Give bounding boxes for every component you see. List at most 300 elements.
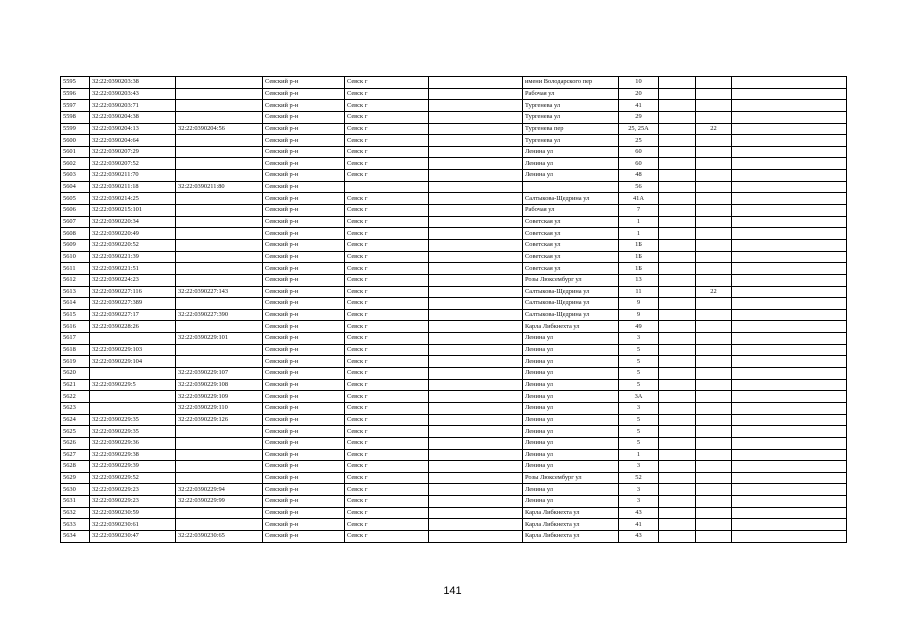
city-cell: Севск г [345,111,429,123]
flat-cell [696,356,732,368]
street-cell: Рабочая ул [523,205,619,217]
flat-cell [696,100,732,112]
blank-tail-cell [732,123,847,135]
street-cell: Ленина ул [523,437,619,449]
city-cell: Севск г [345,135,429,147]
blank-cell [429,88,523,100]
district-cell: Севский р-н [263,472,345,484]
blank-tail-cell [732,181,847,193]
cadastral-number-cell: 32:22:0390230:59 [90,507,176,519]
blank-cell [429,519,523,531]
cadastral-number-cell: 32:22:0390204:64 [90,135,176,147]
street-cell: Ленина ул [523,356,619,368]
city-cell: Севск г [345,309,429,321]
extra-cell [659,263,696,275]
extra-cell [659,321,696,333]
district-cell: Севский р-н [263,484,345,496]
table-row [61,286,847,298]
street-cell: Советская ул [523,216,619,228]
cadastral-number-cell: 32:22:0390207:29 [90,146,176,158]
flat-cell [696,414,732,426]
registry-table [60,76,847,543]
blank-tail-cell [732,228,847,240]
table-row [61,402,847,414]
house-number-cell: 10 [619,77,659,89]
flat-cell [696,368,732,380]
city-cell: Севск г [345,298,429,310]
row-number-cell: 5632 [61,507,90,519]
house-number-cell: 48 [619,170,659,182]
street-cell: Ленина ул [523,484,619,496]
blank-tail-cell [732,368,847,380]
flat-cell [696,472,732,484]
linked-cadastral-cell: 32:22:0390229:109 [176,391,263,403]
table-row [61,519,847,531]
cadastral-number-cell: 32:22:0390220:49 [90,228,176,240]
row-number-cell: 5610 [61,251,90,263]
district-cell: Севский р-н [263,88,345,100]
flat-cell [696,449,732,461]
extra-cell [659,309,696,321]
street-cell: Розы Люксембург ул [523,472,619,484]
flat-cell [696,193,732,205]
street-cell: Ленина ул [523,496,619,508]
extra-cell [659,368,696,380]
blank-tail-cell [732,193,847,205]
district-cell: Севский р-н [263,437,345,449]
blank-cell [429,414,523,426]
extra-cell [659,181,696,193]
cadastral-number-cell: 32:22:0390229:38 [90,449,176,461]
row-number-cell: 5617 [61,333,90,345]
city-cell: Севск г [345,239,429,251]
house-number-cell: 43 [619,530,659,542]
table-row [61,135,847,147]
linked-cadastral-cell [176,263,263,275]
city-cell: Севск г [345,216,429,228]
blank-tail-cell [732,111,847,123]
extra-cell [659,193,696,205]
row-number-cell: 5602 [61,158,90,170]
row-number-cell: 5607 [61,216,90,228]
house-number-cell: 9 [619,309,659,321]
blank-tail-cell [732,263,847,275]
row-number-cell: 5614 [61,298,90,310]
row-number-cell: 5604 [61,181,90,193]
street-cell: Карла Либкнехта ул [523,507,619,519]
street-cell: Ленина ул [523,170,619,182]
cadastral-number-cell: 32:22:0390227:116 [90,286,176,298]
street-cell: Ленина ул [523,333,619,345]
linked-cadastral-cell [176,507,263,519]
street-cell: Ленина ул [523,344,619,356]
district-cell: Севский р-н [263,530,345,542]
cadastral-number-cell: 32:22:0390207:52 [90,158,176,170]
house-number-cell: 60 [619,146,659,158]
linked-cadastral-cell: 32:22:0390230:65 [176,530,263,542]
house-number-cell: 25 [619,135,659,147]
blank-tail-cell [732,239,847,251]
blank-cell [429,391,523,403]
city-cell: Севск г [345,414,429,426]
blank-tail-cell [732,135,847,147]
district-cell: Севский р-н [263,111,345,123]
house-number-cell: 1 [619,216,659,228]
city-cell: Севск г [345,402,429,414]
flat-cell [696,239,732,251]
cadastral-number-cell: 32:22:0390229:52 [90,472,176,484]
street-cell: имени Володарского пер [523,77,619,89]
table-row [61,426,847,438]
street-cell: Тургенева ул [523,100,619,112]
cadastral-number-cell: 32:22:0390229:35 [90,414,176,426]
blank-tail-cell [732,344,847,356]
table-row [61,344,847,356]
cadastral-number-cell: 32:22:0390214:25 [90,193,176,205]
city-cell: Севск г [345,321,429,333]
house-number-cell: 43 [619,507,659,519]
house-number-cell: 11 [619,286,659,298]
blank-tail-cell [732,251,847,263]
flat-cell [696,181,732,193]
city-cell: Севск г [345,274,429,286]
linked-cadastral-cell [176,216,263,228]
blank-cell [429,239,523,251]
blank-tail-cell [732,530,847,542]
flat-cell [696,321,732,333]
district-cell: Севский р-н [263,205,345,217]
flat-cell: 22 [696,286,732,298]
blank-tail-cell [732,414,847,426]
extra-cell [659,298,696,310]
blank-cell [429,216,523,228]
row-number-cell: 5603 [61,170,90,182]
city-cell: Севск г [345,158,429,170]
table-row [61,170,847,182]
extra-cell [659,391,696,403]
extra-cell [659,472,696,484]
row-number-cell: 5616 [61,321,90,333]
blank-cell [429,286,523,298]
row-number-cell: 5595 [61,77,90,89]
blank-tail-cell [732,100,847,112]
district-cell: Севский р-н [263,158,345,170]
cadastral-number-cell: 32:22:0390211:18 [90,181,176,193]
street-cell: Карла Либкнехта ул [523,530,619,542]
cadastral-number-cell: 32:22:0390220:34 [90,216,176,228]
linked-cadastral-cell [176,356,263,368]
blank-tail-cell [732,158,847,170]
blank-cell [429,309,523,321]
extra-cell [659,461,696,473]
extra-cell [659,379,696,391]
flat-cell [696,158,732,170]
house-number-cell: 1 [619,449,659,461]
district-cell: Севский р-н [263,286,345,298]
blank-cell [429,228,523,240]
cadastral-number-cell: 32:22:0390229:36 [90,437,176,449]
city-cell: Севск г [345,530,429,542]
row-number-cell: 5596 [61,88,90,100]
city-cell: Севск г [345,426,429,438]
linked-cadastral-cell: 32:22:0390227:143 [176,286,263,298]
blank-tail-cell [732,426,847,438]
linked-cadastral-cell [176,239,263,251]
extra-cell [659,414,696,426]
district-cell: Севский р-н [263,344,345,356]
extra-cell [659,449,696,461]
street-cell: Тургенева ул [523,135,619,147]
city-cell: Севск г [345,77,429,89]
extra-cell [659,77,696,89]
extra-cell [659,100,696,112]
house-number-cell: 7 [619,205,659,217]
table-row [61,507,847,519]
district-cell: Севский р-н [263,146,345,158]
extra-cell [659,170,696,182]
street-cell: Ленина ул [523,158,619,170]
district-cell: Севский р-н [263,368,345,380]
table-row [61,368,847,380]
city-cell: Севск г [345,437,429,449]
flat-cell [696,379,732,391]
blank-tail-cell [732,77,847,89]
blank-tail-cell [732,507,847,519]
house-number-cell: 3 [619,333,659,345]
row-number-cell: 5628 [61,461,90,473]
blank-cell [429,530,523,542]
row-number-cell: 5613 [61,286,90,298]
row-number-cell: 5597 [61,100,90,112]
blank-cell [429,496,523,508]
flat-cell [696,309,732,321]
linked-cadastral-cell: 32:22:0390229:99 [176,496,263,508]
blank-tail-cell [732,170,847,182]
city-cell: Севск г [345,263,429,275]
city-cell: Севск г [345,461,429,473]
street-cell: Ленина ул [523,368,619,380]
table-row [61,100,847,112]
blank-cell [429,298,523,310]
blank-tail-cell [732,216,847,228]
house-number-cell: 41 [619,519,659,531]
table-row [61,437,847,449]
district-cell: Севский р-н [263,402,345,414]
house-number-cell: 5 [619,368,659,380]
blank-cell [429,344,523,356]
city-cell: Севск г [345,100,429,112]
house-number-cell: 1Б [619,251,659,263]
district-cell: Севский р-н [263,321,345,333]
blank-tail-cell [732,437,847,449]
house-number-cell: 1 [619,228,659,240]
row-number-cell: 5599 [61,123,90,135]
row-number-cell: 5605 [61,193,90,205]
table-row [61,414,847,426]
flat-cell [696,274,732,286]
cadastral-number-cell: 32:22:0390230:47 [90,530,176,542]
cadastral-number-cell: 32:22:0390230:61 [90,519,176,531]
street-cell: Ленина ул [523,402,619,414]
table-row [61,123,847,135]
city-cell: Севск г [345,333,429,345]
extra-cell [659,484,696,496]
row-number-cell: 5620 [61,368,90,380]
cadastral-number-cell: 32:22:0390229:23 [90,496,176,508]
extra-cell [659,228,696,240]
district-cell: Севский р-н [263,274,345,286]
linked-cadastral-cell [176,344,263,356]
cadastral-number-cell: 32:22:0390220:52 [90,239,176,251]
house-number-cell: 41 [619,100,659,112]
row-number-cell: 5624 [61,414,90,426]
table-row [61,461,847,473]
extra-cell [659,239,696,251]
house-number-cell: 9 [619,298,659,310]
blank-cell [429,170,523,182]
blank-tail-cell [732,402,847,414]
street-cell: Ленина ул [523,414,619,426]
city-cell: Севск г [345,449,429,461]
extra-cell [659,496,696,508]
flat-cell [696,437,732,449]
flat-cell [696,170,732,182]
street-cell: Ленина ул [523,379,619,391]
table-row [61,472,847,484]
cadastral-number-cell: 32:22:0390221:39 [90,251,176,263]
house-number-cell: 52 [619,472,659,484]
blank-tail-cell [732,379,847,391]
extra-cell [659,333,696,345]
table-row [61,111,847,123]
row-number-cell: 5633 [61,519,90,531]
extra-cell [659,216,696,228]
city-cell: Севск г [345,507,429,519]
district-cell: Севский р-н [263,507,345,519]
blank-cell [429,437,523,449]
row-number-cell: 5629 [61,472,90,484]
table-row [61,298,847,310]
table-row [61,530,847,542]
blank-cell [429,263,523,275]
row-number-cell: 5608 [61,228,90,240]
flat-cell [696,77,732,89]
district-cell: Севский р-н [263,461,345,473]
table-row [61,379,847,391]
district-cell: Севский р-н [263,379,345,391]
blank-cell [429,333,523,345]
registry-table-sheet [60,76,846,543]
blank-cell [429,472,523,484]
linked-cadastral-cell [176,205,263,217]
cadastral-number-cell: 32:22:0390215:101 [90,205,176,217]
table-row [61,356,847,368]
blank-tail-cell [732,461,847,473]
street-cell: Советская ул [523,239,619,251]
flat-cell [696,426,732,438]
city-cell [345,181,429,193]
blank-cell [429,368,523,380]
street-cell: Розы Люксембург ул [523,274,619,286]
linked-cadastral-cell: 32:22:0390229:94 [176,484,263,496]
row-number-cell: 5618 [61,344,90,356]
house-number-cell: 5 [619,426,659,438]
table-row [61,321,847,333]
street-cell: Салтыкова-Щедрина ул [523,298,619,310]
row-number-cell: 5600 [61,135,90,147]
district-cell: Севский р-н [263,263,345,275]
district-cell: Севский р-н [263,333,345,345]
extra-cell [659,402,696,414]
flat-cell [696,507,732,519]
linked-cadastral-cell [176,472,263,484]
blank-tail-cell [732,333,847,345]
street-cell: Карла Либкнехта ул [523,321,619,333]
cadastral-number-cell [90,333,176,345]
cadastral-number-cell: 32:22:0390203:71 [90,100,176,112]
cadastral-number-cell: 32:22:0390204:38 [90,111,176,123]
extra-cell [659,507,696,519]
blank-cell [429,274,523,286]
flat-cell [696,519,732,531]
city-cell: Севск г [345,519,429,531]
cadastral-number-cell: 32:22:0390227:17 [90,309,176,321]
cadastral-number-cell [90,402,176,414]
row-number-cell: 5611 [61,263,90,275]
blank-cell [429,426,523,438]
city-cell: Севск г [345,368,429,380]
city-cell: Севск г [345,88,429,100]
page-number: 141 [443,585,462,597]
blank-cell [429,402,523,414]
street-cell: Салтыкова-Щедрина ул [523,193,619,205]
extra-cell [659,88,696,100]
street-cell: Советская ул [523,251,619,263]
cadastral-number-cell: 32:22:0390224:23 [90,274,176,286]
district-cell: Севский р-н [263,356,345,368]
street-cell: Тургенева ул [523,111,619,123]
blank-tail-cell [732,146,847,158]
cadastral-number-cell: 32:22:0390229:104 [90,356,176,368]
table-row [61,77,847,89]
cadastral-number-cell: 32:22:0390211:70 [90,170,176,182]
table-row [61,228,847,240]
extra-cell [659,286,696,298]
cadastral-number-cell: 32:22:0390229:23 [90,484,176,496]
flat-cell [696,461,732,473]
street-cell: Салтыкова-Щедрина ул [523,309,619,321]
flat-cell [696,111,732,123]
linked-cadastral-cell [176,449,263,461]
table-row [61,88,847,100]
house-number-cell: 1Б [619,239,659,251]
blank-cell [429,484,523,496]
table-row [61,158,847,170]
extra-cell [659,111,696,123]
city-cell: Севск г [345,286,429,298]
table-row [61,239,847,251]
blank-tail-cell [732,449,847,461]
blank-cell [429,146,523,158]
extra-cell [659,437,696,449]
blank-cell [429,251,523,263]
linked-cadastral-cell: 32:22:0390229:107 [176,368,263,380]
linked-cadastral-cell [176,111,263,123]
flat-cell: 22 [696,123,732,135]
table-row [61,193,847,205]
blank-tail-cell [732,484,847,496]
cadastral-number-cell [90,391,176,403]
